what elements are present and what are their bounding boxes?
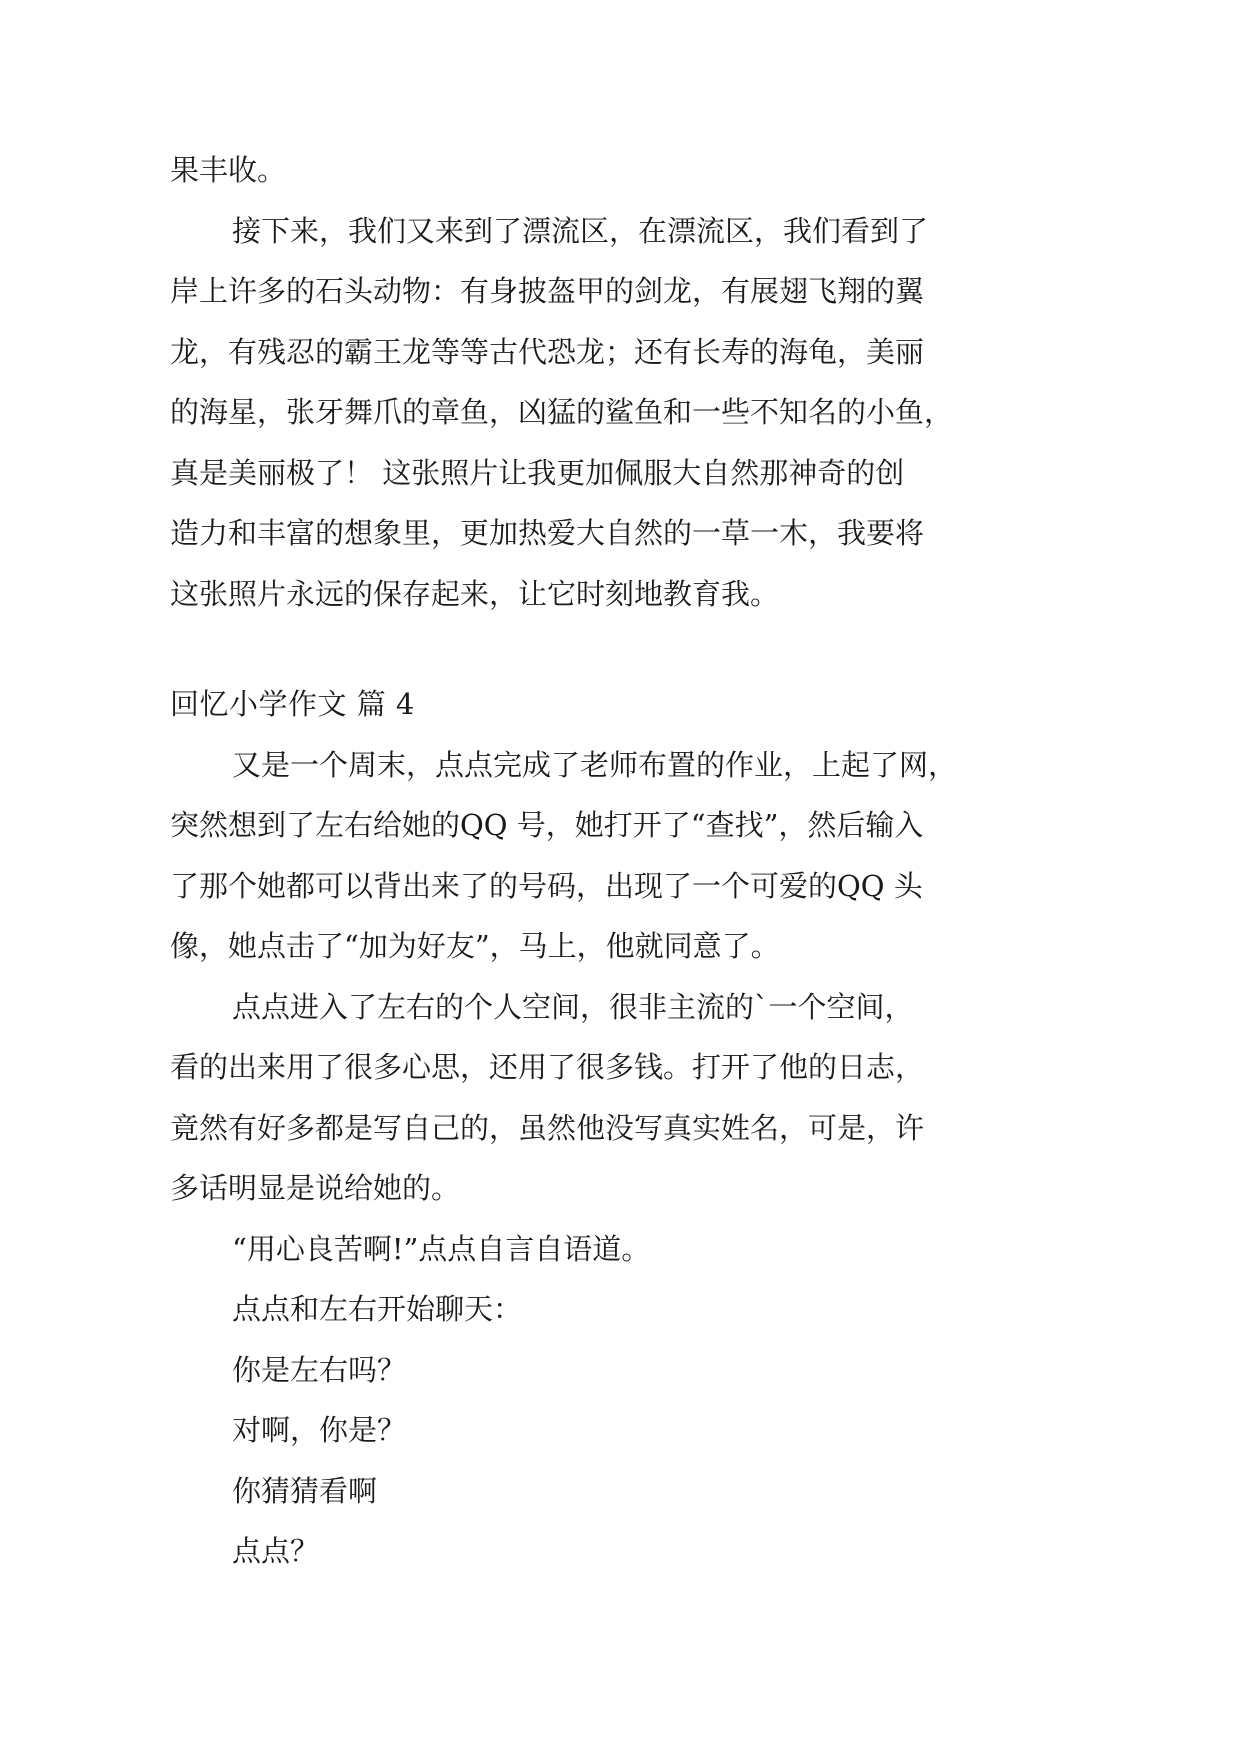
dialogue-line xyxy=(170,1461,970,1522)
text-line: 这张照片永远的保存起来，让它时刻地教育我。 xyxy=(170,576,780,611)
text-line: 点点和左右开始聊天： xyxy=(232,1292,523,1326)
dialogue-line xyxy=(170,1340,970,1401)
section-heading xyxy=(170,674,970,735)
text-line: 你是左右吗？ xyxy=(232,1352,407,1387)
heading-text: 回忆小学作文 篇 4 xyxy=(170,687,415,721)
text-line: 突然想到了左右给她的QQ 号，她打开了“查找”，然后输入 xyxy=(170,808,924,842)
text-line: 岸上许多的石头动物：有身披盔甲的剑龙，有展翅飞翔的翼 xyxy=(170,274,925,308)
text-line: 像，她点击了“加为好友”，马上，他就同意了。 xyxy=(170,929,780,963)
text-line: “用心良苦啊!”点点自言自语道。 xyxy=(232,1231,651,1266)
text-line: 对啊，你是？ xyxy=(232,1413,407,1447)
text-line: 的海星，张牙舞爪的章鱼，凶猛的鲨鱼和一些不知名的小鱼， xyxy=(170,395,954,429)
text-line: 你猜猜看啊 xyxy=(232,1473,378,1508)
text-line: 接下来，我们又来到了漂流区，在漂流区，我们看到了 xyxy=(232,213,929,248)
document-page xyxy=(170,140,970,1582)
text-line: 点点进入了左右的个人空间，很非主流的`一个空间， xyxy=(232,989,914,1024)
text-line: 了那个她都可以背出来了的号码，出现了一个可爱的QQ 头 xyxy=(170,868,923,903)
paragraph xyxy=(170,735,970,977)
dialogue-line xyxy=(170,1521,970,1582)
paragraph xyxy=(170,1279,970,1340)
paragraph xyxy=(170,201,970,625)
text-line: 又是一个周末，点点完成了老师布置的作业，上起了网， xyxy=(232,747,958,782)
text-line: 竟然有好多都是写自己的，虽然他没写真实姓名，可是，许 xyxy=(170,1110,925,1145)
paragraph-continued xyxy=(170,140,970,201)
paragraph xyxy=(170,1219,970,1280)
text-line: 看的出来用了很多心思，还用了很多钱。打开了他的日志， xyxy=(170,1050,925,1084)
dialogue-line xyxy=(170,1400,970,1461)
text-line: 造力和丰富的想象里，更加热爱大自然的一草一木，我要将 xyxy=(170,516,925,550)
text-line: 多话明显是说给她的。 xyxy=(170,1171,461,1205)
text-line: 真是美丽极了！ 这张照片让我更加佩服大自然那神奇的创 xyxy=(170,455,905,490)
paragraph xyxy=(170,977,970,1219)
text-line: 龙，有残忍的霸王龙等等古代恐龙；还有长寿的海龟，美丽 xyxy=(170,334,925,369)
text-line: 点点？ xyxy=(232,1534,320,1568)
text-line: 果丰收。 xyxy=(170,153,287,187)
